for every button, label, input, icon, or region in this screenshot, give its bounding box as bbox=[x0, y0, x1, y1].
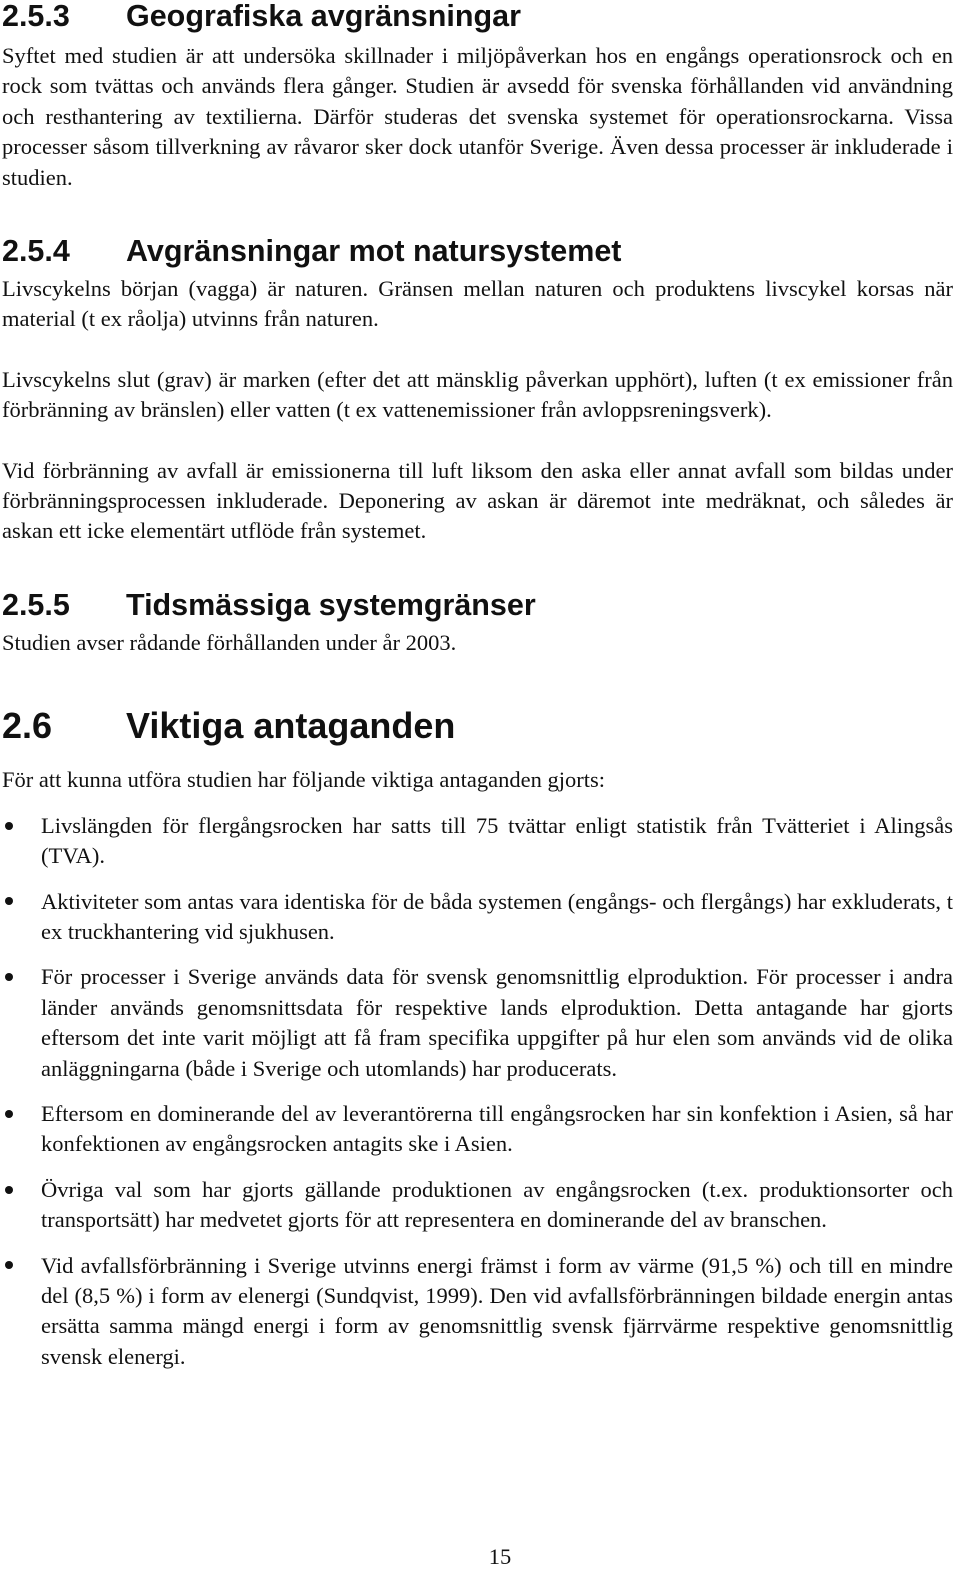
section-number: 2.5.5 bbox=[2, 587, 70, 622]
bullet-icon bbox=[2, 811, 22, 841]
intro-paragraph: För att kunna utföra studien har följande viktiga antaganden gjorts: bbox=[2, 767, 605, 793]
section-heading-2-5-5 bbox=[2, 588, 953, 622]
bullet-icon bbox=[2, 887, 22, 917]
bullet-icon bbox=[2, 1175, 22, 1205]
paragraph: Studien avser rådande förhållanden under år 2003. bbox=[2, 629, 457, 655]
list-item bbox=[2, 811, 953, 872]
section-title: Avgränsningar mot natursystemet bbox=[126, 234, 622, 269]
document-page bbox=[2, 0, 953, 1372]
section-number: 2.5.3 bbox=[2, 0, 70, 33]
paragraph: Livscykelns slut (grav) är marken (efter det att mänsklig påverkan upphört), luften (t ex emissioner från förbränning av bränslen) eller vatten (t ex vattenemissioner från avloppsreningsverk). bbox=[2, 366, 953, 423]
bullet-icon bbox=[2, 1251, 22, 1281]
paragraph: Vid förbränning av avfall är emissionerna till luft liksom den aska eller annat avfall som bildas under förbränningsprocessen inkluderade. Deponering av askan är däremot inte medräknat, och således är askan ett icke elementärt utflöde från systemet. bbox=[2, 457, 953, 544]
section-heading-2-6 bbox=[2, 706, 953, 746]
section-heading-2-5-4 bbox=[2, 234, 953, 268]
list-item bbox=[2, 887, 953, 948]
paragraph: Syftet med studien är att undersöka skillnader i miljöpåverkan hos en engångs operationsrock och en rock som tvättas och används flera gånger. Studien är avsedd för svenska förhållanden vid användning och resthantering av textilierna. Därför studeras det svenska systemet för operationsrockarna. Vissa processer såsom tillverkning av råvaror sker dock utanför Sverige. Även dessa processer är inkluderade i studien. bbox=[2, 43, 953, 190]
list-item-text: Eftersom en dominerande del av leverantörerna till engångsrocken har sin konfektion i Asien, så har konfektionen av engångsrocken antagits ske i Asien. bbox=[41, 1100, 953, 1157]
list-item-text: Övriga val som har gjorts gällande produktionen av engångsrocken (t.ex. produktionsorter och transportsätt) har medvetet gjorts för att representera en dominerande del av branschen. bbox=[41, 1176, 953, 1233]
list-item-text: Vid avfallsförbränning i Sverige utvinns energi främst i form av värme (91,5 %) och till en mindre del (8,5 %) i form av elenergi (Sundqvist, 1999). Den vid avfallsförbränningen bildade energin antas ersätta samma mängd energi i form av genomsnittlig svensk fjärrvärme respektive genomsnittlig svensk elenergi. bbox=[41, 1252, 953, 1369]
paragraph: Livscykelns början (vagga) är naturen. Gränsen mellan naturen och produktens livscykel korsas när material (t ex råolja) utvinns från naturen. bbox=[2, 276, 953, 332]
section-number: 2.5.4 bbox=[2, 234, 70, 269]
list-item bbox=[2, 1099, 953, 1160]
assumptions-list bbox=[2, 811, 953, 1373]
list-item bbox=[2, 1251, 953, 1373]
list-item-text: För processer i Sverige används data för svensk genomsnittlig elproduktion. För processer i andra länder används genomsnittsdata för respektive lands elproduktion. Detta antagande har gjorts eftersom det inte varit möjligt att få fram specifika uppgifter på hur elen som används vid de olika anläggningarna (både i Sverige och utomlands) har producerats. bbox=[41, 964, 953, 1081]
section-title: Viktiga antaganden bbox=[126, 705, 456, 747]
page-number: 15 bbox=[488, 1544, 512, 1569]
section-title: Tidsmässiga systemgränser bbox=[126, 587, 536, 622]
list-item-text: Livslängden för flergångsrocken har satts till 75 tvättar enligt statistik från Tvätteriet i Alingsås (TVA). bbox=[41, 812, 953, 869]
list-item-text: Aktiviteter som antas vara identiska för de båda systemen (engångs- och flergångs) har exkluderats, t ex truckhantering vid sjukhusen. bbox=[41, 888, 953, 944]
section-heading-2-5-3 bbox=[2, 0, 953, 33]
section-number: 2.6 bbox=[2, 705, 53, 747]
bullet-icon bbox=[2, 962, 22, 992]
section-title: Geografiska avgränsningar bbox=[126, 0, 521, 33]
bullet-icon bbox=[2, 1099, 22, 1129]
list-item bbox=[2, 1175, 953, 1236]
list-item bbox=[2, 962, 953, 1084]
